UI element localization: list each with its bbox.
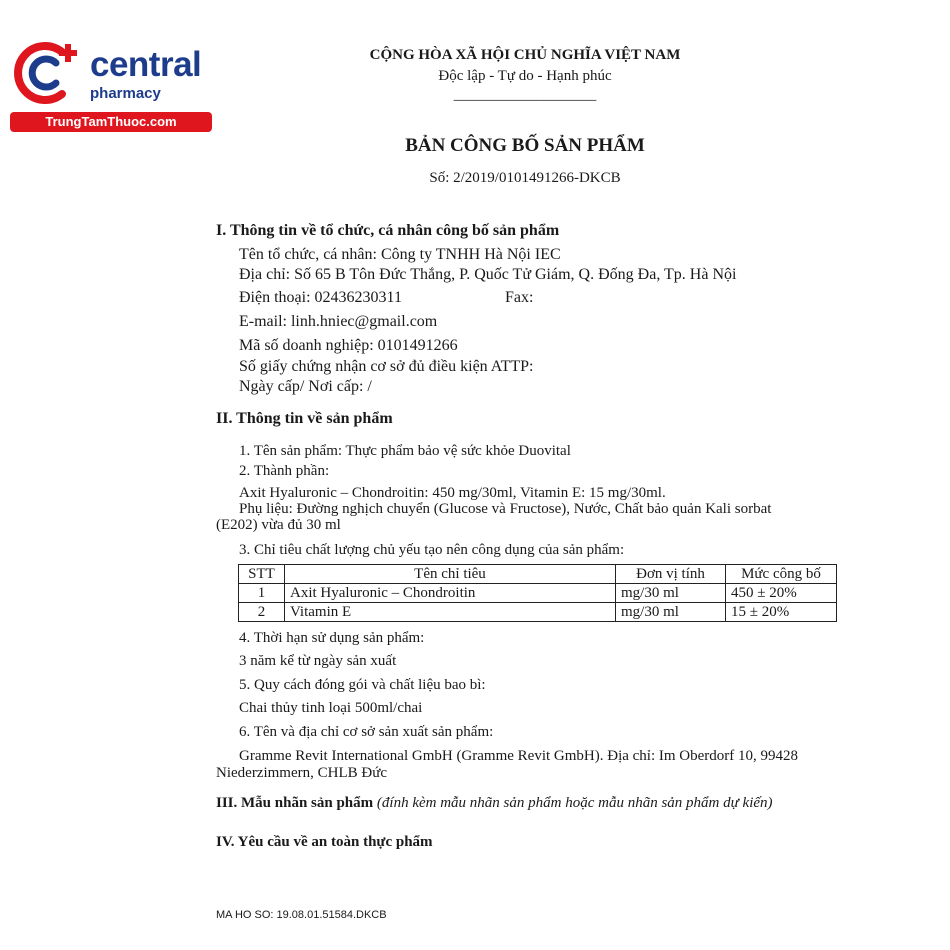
org-fax: Fax:: [505, 289, 534, 306]
org-phone: Điện thoại: 02436230311: [239, 289, 402, 306]
section-3: [216, 794, 773, 812]
header-divider: ___________________: [453, 87, 597, 103]
manufacturer-line-1: Gramme Revit International GmbH (Gramme Revit GmbH). Địa chỉ: Im Oberdorf 10, 99428: [239, 748, 799, 764]
table-cell: mg/30 ml: [616, 603, 726, 622]
table-cell: Vitamin E: [285, 603, 616, 622]
section-3-heading: III. Mẫu nhãn sản phẩm: [216, 795, 374, 811]
quality-table: [238, 564, 837, 622]
motto: Độc lập - Tự do - Hạnh phúc: [438, 68, 612, 84]
shelf-life: 3 năm kể từ ngày sản xuất: [239, 653, 397, 669]
central-pharmacy-logo-icon: [12, 38, 84, 108]
table-header-row: [239, 565, 837, 584]
nation-header: CỘNG HÒA XÃ HỘI CHỦ NGHĨA VIỆT NAM: [369, 47, 681, 63]
table-row: [239, 584, 837, 603]
org-email: E-mail: linh.hniec@gmail.com: [239, 313, 438, 330]
org-issue: Ngày cấp/ Nơi cấp: /: [239, 378, 372, 395]
org-tax-code: Mã số doanh nghiệp: 0101491266: [239, 337, 458, 354]
brand-logo: [10, 38, 215, 134]
table-header-cell: STT: [239, 565, 285, 584]
manufacturer-line-2: Niederzimmern, CHLB Đức: [216, 765, 387, 781]
logo-url-banner: TrungTamThuoc.com: [10, 112, 212, 132]
table-cell: 2: [239, 603, 285, 622]
shelf-life-label: 4. Thời hạn sử dụng sản phẩm:: [239, 630, 425, 646]
product-name: 1. Tên sản phẩm: Thực phẩm bảo vệ sức khỏe Duovital: [239, 443, 571, 459]
table-header-cell: Đơn vị tính: [616, 565, 726, 584]
section-4-heading: IV. Yêu cầu về an toàn thực phẩm: [216, 834, 433, 850]
table-header-cell: Tên chỉ tiêu: [285, 565, 616, 584]
ingredients: Axit Hyaluronic – Chondroitin: 450 mg/30ml, Vitamin E: 15 mg/30ml.: [239, 485, 666, 501]
table-cell: 450 ± 20%: [726, 584, 837, 603]
packaging: Chai thủy tinh loại 500ml/chai: [239, 700, 423, 716]
excipients-line-1: Phụ liệu: Đường nghịch chuyển (Glucose và Fructose), Nước, Chất bảo quản Kali sorbat: [239, 501, 772, 517]
section-1-heading: I. Thông tin về tổ chức, cá nhân công bố sản phẩm: [216, 222, 560, 239]
packaging-label: 5. Quy cách đóng gói và chất liệu bao bì:: [239, 677, 486, 693]
document-number: Số: 2/2019/0101491266-DKCB: [429, 170, 621, 186]
manufacturer-label: 6. Tên và địa chỉ cơ sở sản xuất sản phẩm:: [239, 724, 494, 740]
logo-brand-text: central: [90, 45, 202, 84]
ingredients-label: 2. Thành phần:: [239, 463, 330, 479]
org-address: Địa chỉ: Số 65 B Tôn Đức Thắng, P. Quốc Tử Giám, Q. Đống Đa, Tp. Hà Nội: [239, 266, 737, 283]
org-name: Tên tổ chức, cá nhân: Công ty TNHH Hà Nội IEC: [239, 246, 561, 263]
table-cell: 1: [239, 584, 285, 603]
table-cell: mg/30 ml: [616, 584, 726, 603]
section-3-note: (đính kèm mẫu nhãn sản phẩm hoặc mẫu nhãn sản phẩm dự kiến): [376, 795, 773, 811]
table-row: [239, 603, 837, 622]
org-cert: Số giấy chứng nhận cơ sở đủ điều kiện ATTP:: [239, 358, 534, 375]
document-title: BẢN CÔNG BỐ SẢN PHẨM: [405, 135, 645, 156]
quality-criteria-label: 3. Chỉ tiêu chất lượng chủ yếu tạo nên công dụng của sản phẩm:: [239, 542, 625, 558]
table-header-cell: Mức công bố: [726, 565, 837, 584]
section-2-heading: II. Thông tin về sản phẩm: [216, 410, 393, 427]
table-cell: Axit Hyaluronic – Chondroitin: [285, 584, 616, 603]
table-cell: 15 ± 20%: [726, 603, 837, 622]
dossier-code: MA HO SO: 19.08.01.51584.DKCB: [216, 909, 387, 921]
logo-sub-text: pharmacy: [90, 85, 161, 102]
excipients-line-2: (E202) vừa đủ 30 ml: [216, 517, 341, 533]
